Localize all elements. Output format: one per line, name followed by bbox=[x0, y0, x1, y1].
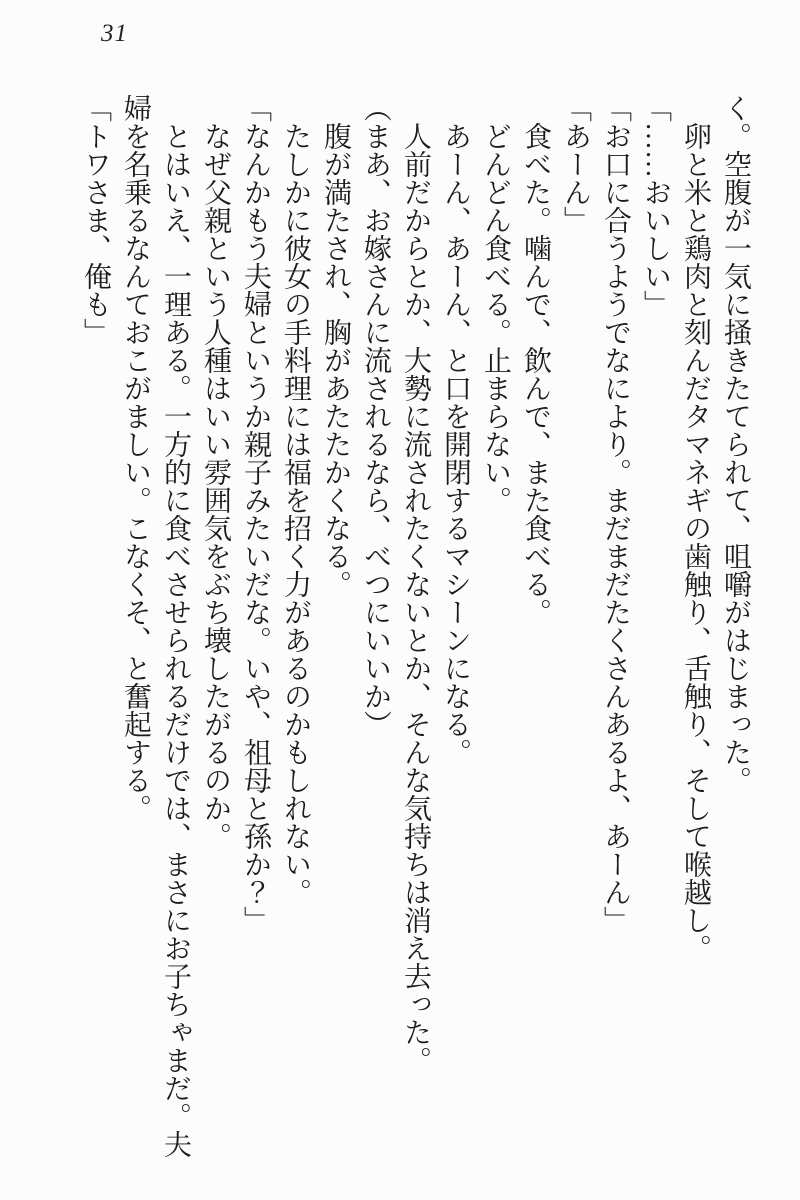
text-column: 食べた。噛んで、飲んで、また食べる。 bbox=[520, 122, 551, 626]
text-column: 「あーん」 bbox=[560, 94, 591, 234]
text-column: 婦を名乗るなんておこがましい。こなくそ、と奮起する。 bbox=[120, 94, 151, 822]
page-number: 31 bbox=[101, 20, 128, 47]
text-column: 人前だからとか、大勢に流されたくないとか、そんな気持ちは消え去った。 bbox=[400, 122, 431, 1074]
page-text bbox=[75, 94, 755, 1176]
text-column: とはいえ、一理ある。一方的に食べさせられるだけでは、まさにお子ちゃまだ。夫 bbox=[160, 122, 191, 1158]
text-column: あーん、あーん、と口を開閉するマシーンになる。 bbox=[440, 122, 471, 766]
text-column: 腹が満たされ、胸があたたかくなる。 bbox=[320, 122, 351, 598]
text-column: 卵と米と鶏肉と刻んだタマネギの歯触り、舌触り、そして喉越し。 bbox=[680, 122, 711, 962]
text-column: 「……おいしい」 bbox=[640, 94, 671, 318]
text-column: （まあ、お嫁さんに流されるなら、べつにいいか） bbox=[360, 94, 391, 738]
text-column: なぜ父親という人種はいい雰囲気をぶち壊したがるのか。 bbox=[200, 122, 231, 850]
text-column: 「なんかもう夫婦というか親子みたいだな。いや、祖母と孫か？」 bbox=[240, 94, 271, 934]
text-column: く。空腹が一気に掻きたてられて、咀嚼がはじまった。 bbox=[720, 94, 751, 794]
text-column: どんどん食べる。止まらない。 bbox=[480, 122, 511, 514]
text-column: 「お口に合うようでなにより。まだまだたくさんあるよ、あーん」 bbox=[600, 94, 631, 934]
text-column: たしかに彼女の手料理には福を招く力があるのかもしれない。 bbox=[280, 122, 311, 906]
text-column: 「トワさま、俺も」 bbox=[80, 94, 111, 346]
